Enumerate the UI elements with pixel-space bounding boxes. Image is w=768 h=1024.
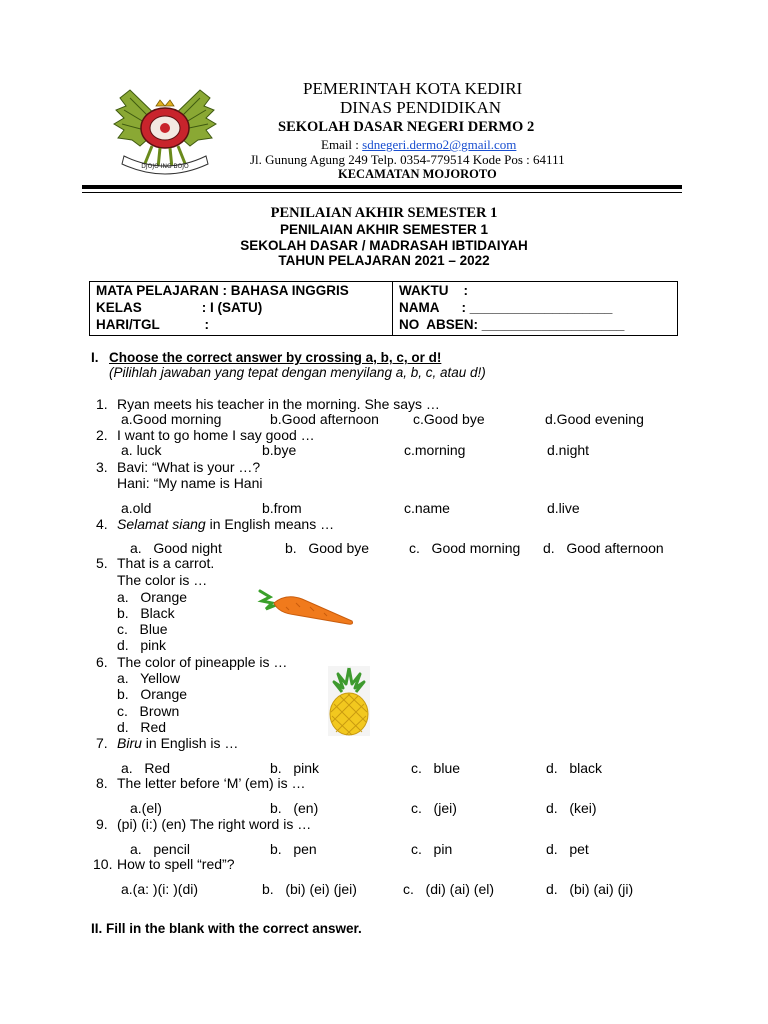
- question-5-text-1: That is a carrot.: [117, 555, 215, 571]
- question-10-option-c[interactable]: c. (di) (ai) (el): [403, 881, 494, 897]
- question-10-option-a[interactable]: a.(a: )(i: )(di): [121, 881, 198, 897]
- header-line-2: DINAS PENDIDIKAN: [340, 98, 502, 117]
- question-5-option-a[interactable]: a. Orange: [117, 589, 188, 605]
- question-9-number: 9.: [96, 816, 108, 832]
- carrot-image: [256, 583, 356, 627]
- question-7-text: [117, 735, 238, 751]
- question-5-option-d[interactable]: d. pink: [117, 637, 167, 653]
- question-8-option-b[interactable]: b. (en): [270, 800, 319, 816]
- question-2-number: 2.: [96, 427, 108, 443]
- student-info-table: [89, 281, 678, 336]
- question-4-italic: Selamat siang: [117, 516, 206, 532]
- info-name-field[interactable]: NAMA : ___________________: [399, 300, 613, 315]
- question-3-option-a[interactable]: a.old: [121, 500, 152, 516]
- question-6-option-c[interactable]: c. Brown: [117, 703, 180, 719]
- question-1-option-c[interactable]: c.Good bye: [413, 411, 485, 427]
- question-3-option-c[interactable]: c.name: [404, 500, 450, 516]
- question-10-option-b[interactable]: b. (bi) (ei) (jei): [262, 881, 357, 897]
- section-1-instruction: Choose the correct answer by crossing a, b, c, or d!: [109, 350, 442, 365]
- question-3-option-d[interactable]: d.live: [547, 500, 580, 516]
- question-8-option-d[interactable]: d. (kei): [546, 800, 597, 816]
- question-4-option-a[interactable]: a. Good night: [130, 540, 222, 556]
- question-7-option-c[interactable]: c. blue: [411, 760, 461, 776]
- question-10-text: How to spell “red”?: [117, 856, 235, 872]
- question-6-option-a[interactable]: a. Yellow: [117, 670, 181, 686]
- question-7-italic: Biru: [117, 735, 142, 751]
- question-4-number: 4.: [96, 516, 108, 532]
- header-district: KECAMATAN MOJOROTO: [338, 167, 497, 181]
- question-6-number: 6.: [96, 654, 108, 670]
- header-rule-thick: [82, 185, 682, 189]
- question-8-option-c[interactable]: c. (jei): [411, 800, 457, 816]
- question-2-option-c[interactable]: c.morning: [404, 442, 466, 458]
- info-time[interactable]: WAKTU :: [399, 283, 468, 298]
- logo-motto: DJOJO ING BOJO: [141, 163, 189, 170]
- question-9-option-a[interactable]: a. pencil: [130, 841, 190, 857]
- question-4-text: [117, 516, 334, 532]
- email-link[interactable]: sdnegeri.dermo2@gmail.com: [362, 137, 517, 152]
- question-2-option-d[interactable]: d.night: [547, 442, 590, 458]
- header-line-1: PEMERINTAH KOTA KEDIRI: [303, 79, 523, 98]
- question-7-option-b[interactable]: b. pink: [270, 760, 320, 776]
- info-day-date[interactable]: HARI/TGL :: [90, 316, 393, 336]
- question-3-number: 3.: [96, 459, 108, 475]
- question-7-rest: in English is …: [141, 735, 239, 751]
- question-10-option-d[interactable]: d. (bi) (ai) (ji): [546, 881, 634, 897]
- school-logo: [110, 84, 220, 180]
- question-9-text: (pi) (i:) (en) The right word is …: [117, 816, 312, 832]
- question-8-number: 8.: [96, 775, 108, 791]
- email-label: Email :: [321, 137, 363, 152]
- header-school-name: SEKOLAH DASAR NEGERI DERMO 2: [278, 119, 535, 135]
- question-2-option-b[interactable]: b.bye: [262, 442, 297, 458]
- exam-subtitle-1: PENILAIAN AKHIR SEMESTER 1: [279, 222, 489, 237]
- info-subject: MATA PELAJARAN : BAHASA INGGRIS: [90, 282, 393, 300]
- question-8-option-a[interactable]: a.(el): [130, 800, 162, 816]
- info-absence-number-field[interactable]: NO ABSEN: ___________________: [399, 317, 625, 332]
- section-1-translation: (Pilihlah jawaban yang tepat dengan menyilang a, b, c, atau d!): [109, 365, 486, 380]
- question-5-option-c[interactable]: c. Blue: [117, 621, 168, 637]
- question-6-option-d[interactable]: d. Red: [117, 719, 167, 735]
- section-2-instruction: II. Fill in the blank with the correct answer.: [91, 921, 362, 936]
- exam-subtitle-2: SEKOLAH DASAR / MADRASAH IBTIDAIYAH: [240, 238, 528, 253]
- question-9-option-d[interactable]: d. pet: [546, 841, 589, 857]
- question-3-text-2: Hani: “My name is Hani: [117, 475, 263, 491]
- question-1-option-d[interactable]: d.Good evening: [545, 411, 644, 427]
- question-4-rest: in English means …: [205, 516, 335, 532]
- question-4-option-c[interactable]: c. Good morning: [409, 540, 521, 556]
- question-7-option-d[interactable]: d. black: [546, 760, 603, 776]
- info-class: KELAS : I (SATU): [90, 299, 393, 316]
- question-7-number: 7.: [96, 735, 108, 751]
- question-1-option-a[interactable]: a.Good morning: [121, 411, 222, 427]
- question-6-option-b[interactable]: b. Orange: [117, 686, 188, 702]
- header-rule-thin: [82, 192, 682, 193]
- question-10-number: 10.: [93, 856, 113, 872]
- pineapple-image: [328, 666, 370, 736]
- question-3-text-1: Bavi: “What is your …?: [117, 459, 261, 475]
- question-4-option-d[interactable]: d. Good afternoon: [543, 540, 664, 556]
- question-3-option-b[interactable]: b.from: [262, 500, 302, 516]
- header-email-line: [321, 137, 516, 153]
- question-1-text: Ryan meets his teacher in the morning. She says …: [117, 396, 440, 412]
- question-5-text-2: The color is …: [117, 572, 208, 588]
- question-7-option-a[interactable]: a. Red: [121, 760, 171, 776]
- section-1-number: I.: [91, 350, 99, 365]
- question-6-text: The color of pineapple is …: [117, 654, 288, 670]
- question-2-text: I want to go home I say good …: [117, 427, 315, 443]
- question-1-option-b[interactable]: b.Good afternoon: [270, 411, 379, 427]
- exam-subtitle-3: TAHUN PELAJARAN 2021 – 2022: [278, 253, 490, 268]
- question-9-option-b[interactable]: b. pen: [270, 841, 317, 857]
- question-2-option-a[interactable]: a. luck: [121, 442, 162, 458]
- question-4-option-b[interactable]: b. Good bye: [285, 540, 370, 556]
- exam-title: PENILAIAN AKHIR SEMESTER 1: [270, 205, 498, 221]
- question-1-number: 1.: [96, 396, 108, 412]
- header-address: Jl. Gunung Agung 249 Telp. 0354-779514 Kode Pos : 64111: [250, 152, 565, 167]
- question-9-option-c[interactable]: c. pin: [411, 841, 453, 857]
- question-8-text: The letter before ‘M’ (em) is …: [117, 775, 306, 791]
- question-5-option-b[interactable]: b. Black: [117, 605, 175, 621]
- question-5-number: 5.: [96, 555, 108, 571]
